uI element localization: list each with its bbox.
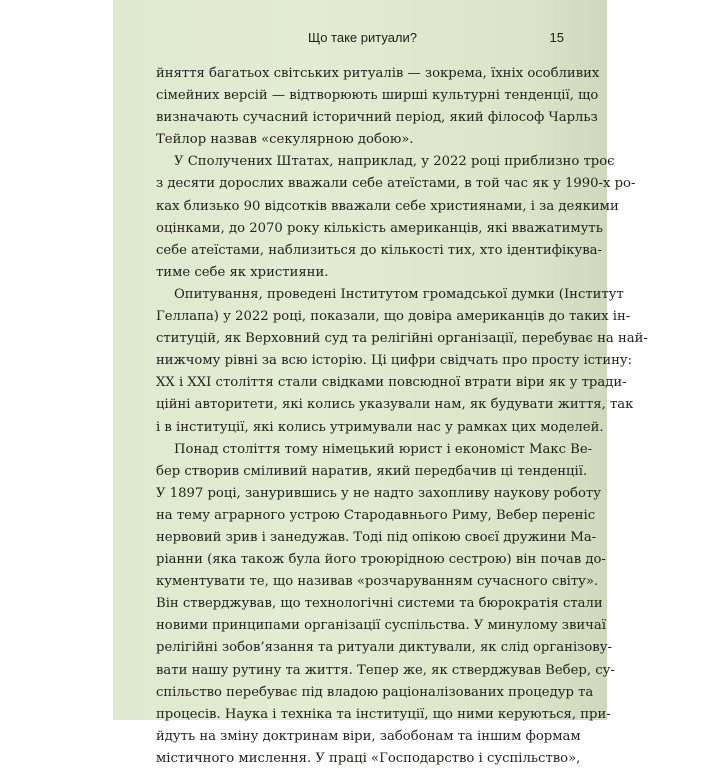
text-line: тиме себе як християни. bbox=[156, 264, 329, 280]
paragraph-2 bbox=[156, 151, 636, 284]
text-line: вати нашу рутину та життя. Тепер же, як стверджував Вебер, су- bbox=[156, 662, 615, 678]
text-line: Понад століття тому німецький юрист і економіст Макс Ве- bbox=[174, 441, 593, 457]
text-line: Опитування, проведені Інститутом громадської думки (Інститут bbox=[174, 286, 624, 302]
text-line: бер створив сміливий наратив, який передбачив ці тенденції. bbox=[156, 463, 588, 479]
text-line: ційні авторитети, які колись указували нам, як будувати життя, так bbox=[156, 397, 634, 413]
text-line: йняття багатьох світських ритуалів — зокрема, їхніх особливих bbox=[156, 66, 600, 81]
text-line: Він стверджував, що технологічні системи та бюрократія стали bbox=[156, 596, 603, 612]
text-line: на тему аграрного устрою Стародавнього Риму, Вебер переніс bbox=[156, 507, 596, 523]
text-line: Тейлор назвав «секулярною добою». bbox=[156, 132, 414, 148]
text-line: визначають сучасний історичний період, який філософ Чарльз bbox=[156, 110, 598, 126]
text-line: ках близько 90 відсотків вважали себе християнами, і за деякими bbox=[156, 198, 619, 214]
text-line: процесів. Наука і техніка та інституції, що ними керуються, при- bbox=[156, 706, 611, 722]
running-title: Що таке ритуали? bbox=[308, 30, 417, 45]
text-line: нижчому рівні за всю історію. Ці цифри свідчать про просту істину: bbox=[156, 353, 633, 369]
text-line: У Сполучених Штатах, наприклад, у 2022 році приблизно троє bbox=[174, 154, 615, 170]
paragraph-1 bbox=[156, 63, 600, 151]
text-line: У 1897 році, занурившись у не надто захопливу наукову роботу bbox=[156, 485, 601, 501]
text-line: нервовий зрив і занедужав. Тоді під опікою своєї дружини Ма- bbox=[156, 529, 597, 545]
body-text bbox=[156, 63, 648, 770]
book-page bbox=[113, 0, 648, 766]
text-line: себе атеїстами, наблизиться до кількості тих, хто ідентифікува- bbox=[156, 242, 603, 258]
page-header bbox=[113, 30, 607, 50]
text-line: сімейних версій — відтворюють ширші культурні тенденції, що bbox=[156, 88, 599, 104]
text-line: з десяти дорослих вважали себе атеїстами, в той час як у 1990-х ро- bbox=[156, 176, 636, 192]
text-line: ституцій, як Верховний суд та релігійні організації, перебуває на най- bbox=[156, 331, 648, 347]
paragraph-4 bbox=[156, 439, 615, 770]
page-number: 15 bbox=[549, 30, 564, 45]
text-line: йдуть на зміну доктринам віри, забобонам та іншим формам bbox=[156, 728, 581, 744]
text-line: релігійні зобов’язання та ритуали диктували, як слід організову- bbox=[156, 640, 612, 656]
text-line: і в інституції, які колись утримували нас у рамках цих моделей. bbox=[156, 419, 604, 435]
text-line: спільство перебуває під владою раціоналізованих процедур та bbox=[156, 684, 594, 700]
text-line: оцінками, до 2070 року кількість американців, які вважатимуть bbox=[156, 220, 603, 236]
text-line: кументувати те, що називав «розчаруванням сучасного світу». bbox=[156, 574, 599, 590]
text-line: ріанни (яка також була його троюрідною сестрою) він почав до- bbox=[156, 552, 606, 568]
text-line: Геллапа) у 2022 році, показали, що довіра американців до таких ін- bbox=[156, 309, 631, 325]
text-line: XX і XXI століття стали свідками повсюдної втрати віри як у тради- bbox=[156, 375, 627, 391]
text-line: новими принципами організації суспільства. У минулому звичаї bbox=[156, 618, 606, 634]
paragraph-3 bbox=[156, 284, 648, 439]
text-line: містичного мислення. У праці «Господарство і суспільство», bbox=[156, 750, 581, 766]
